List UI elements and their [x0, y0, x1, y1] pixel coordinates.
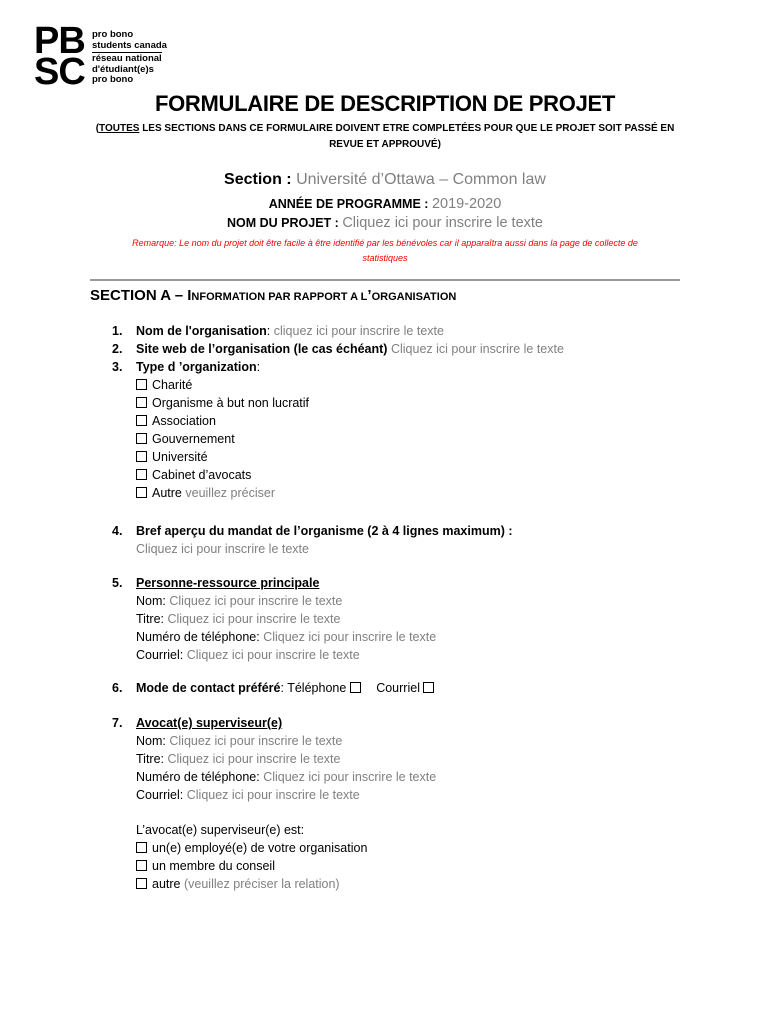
supervisor-title-field[interactable]: Cliquez ici pour inscrire le texte: [167, 752, 341, 766]
question-6-label: Mode de contact préféré: [136, 681, 281, 695]
contact-email-row: [136, 646, 732, 664]
question-number: 6.: [112, 681, 123, 695]
supervisor-option: [136, 839, 732, 857]
logo-text-line: pro bono: [92, 74, 134, 85]
question-6-colon: :: [280, 681, 284, 695]
checkbox-university[interactable]: [136, 451, 147, 462]
question-1-label: Nom de l'organisation: [136, 324, 267, 338]
section-a-prefix: SECTION A – I: [90, 287, 192, 304]
instructions: [40, 121, 730, 153]
question-number: 3.: [112, 360, 123, 374]
option-label: autre: [152, 877, 181, 891]
section-a-heading: [90, 287, 456, 304]
supervisor-option: [136, 875, 732, 893]
section-label: Section :: [224, 171, 292, 188]
instructions-paren: (: [95, 123, 100, 134]
contact-email-field[interactable]: Cliquez ici pour inscrire le texte: [186, 648, 360, 662]
org-name-field[interactable]: cliquez ici pour inscrire le texte: [273, 324, 444, 338]
remark-line: statistiques: [362, 253, 408, 263]
option-label: Autre: [152, 486, 182, 500]
checkbox-other-relation[interactable]: [136, 878, 147, 889]
option-label: Association: [152, 414, 216, 428]
option-label: un(e) employé(e) de votre organisation: [152, 841, 368, 855]
option-label: Université: [152, 450, 208, 464]
org-type-option: [136, 484, 732, 502]
question-4: [112, 522, 732, 558]
supervisor-phone-field[interactable]: Cliquez ici pour inscrire le texte: [263, 770, 437, 784]
other-relation-field[interactable]: (veuillez préciser la relation): [183, 877, 340, 891]
project-name-label: NOM DU PROJET :: [227, 216, 339, 230]
logo-text-line: students canada: [92, 39, 167, 51]
question-1: [112, 322, 732, 340]
org-website-field[interactable]: Cliquez ici pour inscrire le texte: [390, 342, 564, 356]
program-year-field[interactable]: 2019-2020: [431, 196, 502, 212]
contact-name-field[interactable]: Cliquez ici pour inscrire le texte: [169, 594, 343, 608]
contact-phone-field[interactable]: Cliquez ici pour inscrire le texte: [263, 630, 437, 644]
question-2-label: Site web de l’organisation (le cas échéant): [136, 342, 388, 356]
section-a-end: ORGANISATION: [371, 291, 457, 303]
checkbox-nonprofit[interactable]: [136, 397, 147, 408]
org-type-option: [136, 394, 732, 412]
option-label: Courriel: [376, 681, 420, 695]
field-label: Courriel:: [136, 648, 184, 662]
org-type-option: [136, 430, 732, 448]
logo-line-pb: PB: [34, 20, 85, 62]
supervisor-name-field[interactable]: Cliquez ici pour inscrire le texte: [169, 734, 343, 748]
org-type-options: [112, 376, 732, 502]
supervisor-email-field[interactable]: Cliquez ici pour inscrire le texte: [186, 788, 360, 802]
supervisor-phone-row: [136, 768, 732, 786]
option-label: Téléphone: [287, 681, 347, 695]
question-3-label: Type d ’organization: [136, 360, 257, 374]
other-type-field[interactable]: veuillez préciser: [185, 486, 275, 500]
logo-text-line: réseau national: [92, 53, 162, 64]
org-type-option: [136, 412, 732, 430]
section-a-apos: ’: [367, 287, 372, 304]
field-label: Numéro de téléphone:: [136, 630, 260, 644]
program-year-label: ANNÉE DE PROGRAMME :: [268, 197, 429, 211]
remark: [80, 236, 690, 266]
instructions-text: LES SECTIONS DANS CE FORMULAIRE DOIVENT ETRE COMPLETÉES POUR QUE LE PROJET SOIT PASSÉ EN: [139, 123, 675, 134]
org-type-option: [136, 466, 732, 484]
logo-text: [92, 30, 167, 86]
instructions-underlined: TOUTES: [99, 123, 140, 134]
question-2: [112, 340, 732, 358]
question-7: [112, 714, 732, 893]
checkbox-other[interactable]: [136, 487, 147, 498]
section-a-middle: NFORMATION PAR RAPPORT A L: [191, 291, 368, 303]
question-7-label: Avocat(e) superviseur(e): [136, 716, 283, 730]
option-label: Cabinet d’avocats: [152, 468, 252, 482]
question-1-colon: :: [266, 324, 271, 338]
checkbox-charity[interactable]: [136, 379, 147, 390]
contact-title-row: [136, 610, 732, 628]
question-3: [112, 358, 732, 376]
program-year-row: [0, 196, 770, 212]
checkbox-board-member[interactable]: [136, 860, 147, 871]
option-label: un membre du conseil: [152, 859, 275, 873]
option-label: Organisme à but non lucratif: [152, 396, 310, 410]
question-5: [112, 574, 732, 664]
question-6: [112, 679, 732, 697]
remark-line: Remarque: Le nom du projet doit être facile à être identifié par les bénévoles car il apparaîtra aussi dans la page de collecte de: [132, 238, 638, 248]
contact-title-field[interactable]: Cliquez ici pour inscrire le texte: [167, 612, 341, 626]
field-label: Titre:: [136, 752, 165, 766]
contact-name-row: [136, 592, 732, 610]
checkbox-government[interactable]: [136, 433, 147, 444]
logo-mark: [34, 20, 85, 93]
supervisor-fields: [112, 732, 732, 893]
project-name-field[interactable]: Cliquez ici pour inscrire le texte: [342, 215, 543, 231]
question-number: 4.: [112, 524, 123, 538]
field-label: Numéro de téléphone:: [136, 770, 260, 784]
spacer: [136, 804, 732, 821]
page-title: FORMULAIRE DE DESCRIPTION DE PROJET: [154, 91, 616, 116]
question-number: 1.: [112, 324, 123, 338]
org-type-option: [136, 448, 732, 466]
mandate-field[interactable]: Cliquez ici pour inscrire le texte: [136, 542, 309, 556]
section-divider: [90, 279, 680, 281]
question-number: 5.: [112, 576, 123, 590]
org-type-option: [136, 376, 732, 394]
contact-fields: [112, 592, 732, 664]
field-label: Nom:: [136, 734, 166, 748]
checkbox-employee[interactable]: [136, 842, 147, 853]
supervisor-name-row: [136, 732, 732, 750]
checkbox-email[interactable]: [423, 682, 434, 693]
logo-text-line: d'étudiant(e)s: [92, 63, 154, 75]
question-number: 7.: [112, 716, 123, 730]
section-row: [0, 171, 770, 189]
logo-text-line: pro bono: [92, 29, 134, 40]
option-label: Charité: [152, 378, 193, 392]
instructions-line2: REVUE ET APPROUVÉ): [329, 139, 441, 150]
section-value-field[interactable]: Université d’Ottawa – Common law: [296, 171, 546, 188]
supervisor-is-label: L’avocat(e) superviseur(e) est:: [136, 823, 305, 837]
checkbox-law-firm[interactable]: [136, 469, 147, 480]
supervisor-email-row: [136, 786, 732, 804]
question-number: 2.: [112, 342, 123, 356]
field-label: Titre:: [136, 612, 165, 626]
contact-phone-row: [136, 628, 732, 646]
logo-line-sc: SC: [34, 51, 85, 93]
field-label: Nom:: [136, 594, 166, 608]
field-label: Courriel:: [136, 788, 184, 802]
checkbox-association[interactable]: [136, 415, 147, 426]
question-5-label: Personne-ressource principale: [136, 576, 320, 590]
project-name-row: [0, 215, 770, 231]
option-label: Gouvernement: [152, 432, 235, 446]
question-3-colon: :: [256, 360, 261, 374]
supervisor-option: [136, 857, 732, 875]
supervisor-title-row: [136, 750, 732, 768]
checkbox-phone[interactable]: [350, 682, 361, 693]
question-4-label: Bref aperçu du mandat de l’organisme (2 à 4 lignes maximum) :: [136, 524, 513, 538]
questions-1-3: [112, 322, 732, 502]
